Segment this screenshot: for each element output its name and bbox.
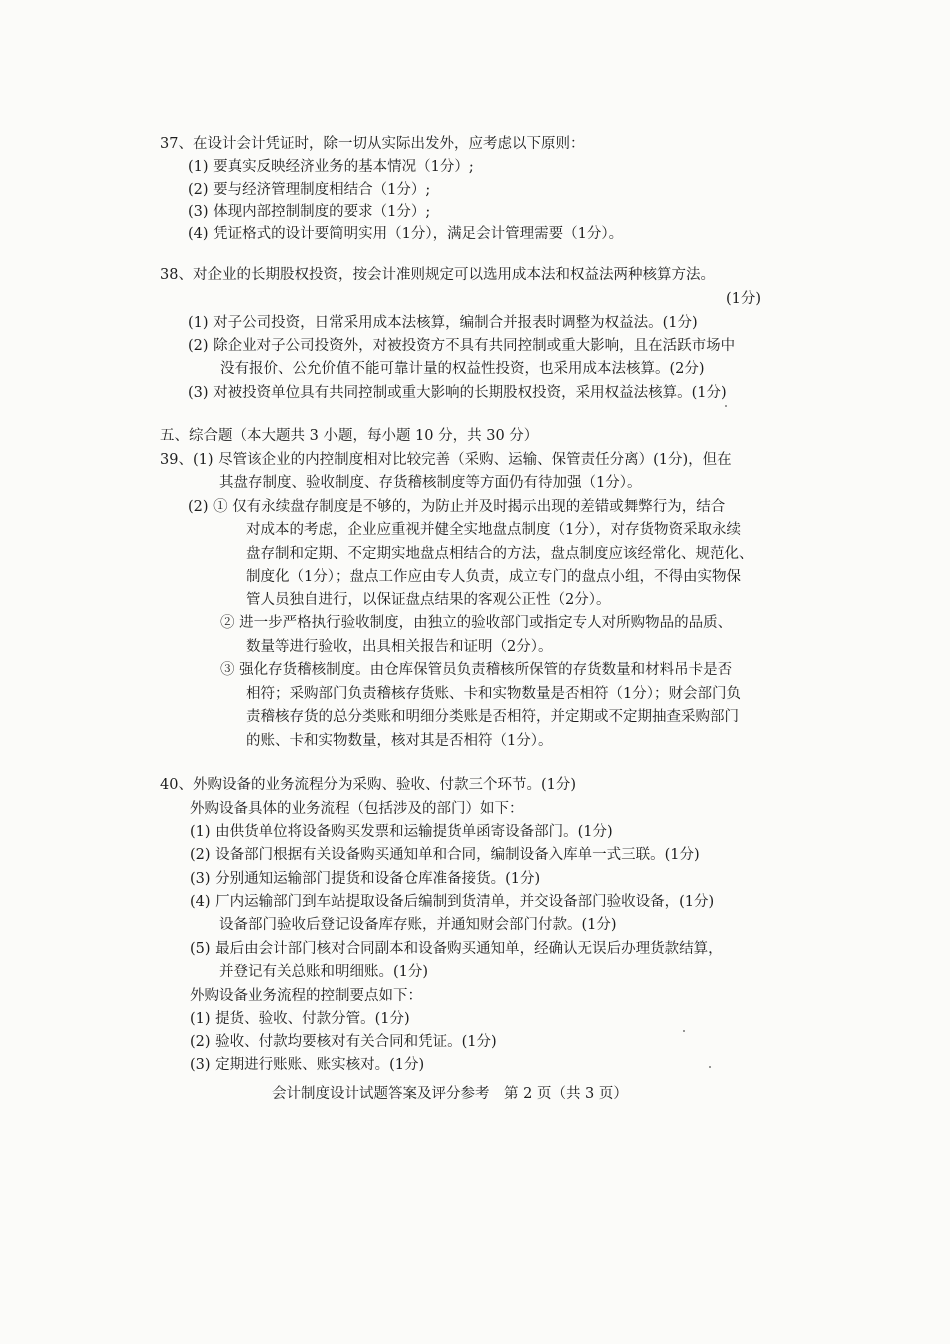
q38-item-2-cont: 没有报价、公允价值不能可靠计量的权益性投资，也采用成本法核算。(2分)	[220, 361, 705, 377]
scan-speck	[725, 405, 727, 407]
section-title: 五、综合题（本大题共 3 小题，每小题 10 分，共 30 分）	[160, 428, 539, 444]
q38-heading-score: (1分)	[726, 291, 762, 307]
q37-item-1: (1) 要真实反映经济业务的基本情况（1分）;	[188, 159, 474, 175]
q38-item-3: (3) 对被投资单位具有共同控制或重大影响的长期股权投资，采用权益法核算。(1分)	[188, 385, 727, 401]
q38-item-2: (2) 除企业对子公司投资外，对被投资方不具有共同控制或重大影响，且在活跃市场中	[188, 338, 736, 354]
q40-line: 设备部门验收后登记设备库存账，并通知财会部门付款。(1分)	[219, 917, 617, 933]
scan-speck	[709, 1066, 711, 1068]
q39-line: 盘存制和定期、不定期实地盘点相结合的方法，盘点制度应该经常化、规范化、	[246, 546, 754, 562]
q40-line: 外购设备具体的业务流程（包括涉及的部门）如下：	[190, 801, 524, 817]
q37-item-3: (3) 体现内部控制制度的要求（1分）;	[188, 204, 431, 220]
scan-speck	[683, 1030, 685, 1032]
q40-line: 40、外购设备的业务流程分为采购、验收、付款三个环节。(1分)	[160, 777, 576, 793]
q39-line: 管人员独自进行，以保证盘点结果的客观公正性（2分）。	[246, 592, 611, 608]
q39-line: ② 进一步严格执行验收制度，由独立的验收部门或指定专人对所购物品的品质、	[220, 615, 733, 631]
q37-heading: 37、在设计会计凭证时，除一切从实际出发外，应考虑以下原则：	[160, 136, 585, 152]
q39-line: 对成本的考虑，企业应重视并健全实地盘点制度（1分），对存货物资采取永续	[246, 522, 741, 538]
page-footer: 会计制度设计试题答案及评分参考 第 2 页（共 3 页）	[272, 1086, 628, 1102]
q39-line: 责稽核存货的总分类账和明细分类账是否相符，并定期或不定期抽查采购部门	[246, 709, 739, 725]
q38-heading: 38、对企业的长期股权投资，按会计准则规定可以选用成本法和权益法两种核算方法。	[160, 267, 715, 283]
q40-line: (2) 验收、付款均要核对有关合同和凭证。(1分)	[190, 1034, 497, 1050]
q39-line: 39、(1) 尽管该企业的内控制度相对比较完善（采购、运输、保管责任分离）(1分)，但在	[160, 452, 732, 468]
q40-line: (4) 厂内运输部门到车站提取设备后编制到货清单，并交设备部门验收设备，(1分)	[190, 894, 715, 910]
q40-line: (2) 设备部门根据有关设备购买通知单和合同，编制设备入库单一式三联。(1分)	[190, 847, 700, 863]
q39-line: (2) ① 仅有永续盘存制度是不够的，为防止并及时揭示出现的差错或舞弊行为，结合	[188, 499, 726, 515]
q39-line: 的账、卡和实物数量，核对其是否相符（1分）。	[246, 733, 553, 749]
q37-item-4: (4) 凭证格式的设计要简明实用（1分），满足会计管理需要（1分）。	[188, 226, 624, 242]
q40-line: (3) 定期进行账账、账实核对。(1分)	[190, 1057, 425, 1073]
q39-line: 数量等进行验收，出具相关报告和证明（2分）。	[246, 639, 553, 655]
q38-item-1: (1) 对子公司投资，日常采用成本法核算，编制合并报表时调整为权益法。(1分)	[188, 315, 698, 331]
q40-line: (3) 分别通知运输部门提货和设备仓库准备接货。(1分)	[190, 871, 541, 887]
q39-line: 其盘存制度、验收制度、存货稽核制度等方面仍有待加强（1分）。	[219, 475, 642, 491]
q39-line: 制度化（1分）；盘点工作应由专人负责，成立专门的盘点小组，不得由实物保	[246, 569, 741, 585]
q39-line: 相符；采购部门负责稽核存货账、卡和实物数量是否相符（1分）；财会部门负	[246, 686, 741, 702]
q39-line: ③ 强化存货稽核制度。由仓库保管员负责稽核所保管的存货数量和材料吊卡是否	[220, 662, 733, 678]
q40-line: (1) 由供货单位将设备购买发票和运输提货单函寄设备部门。(1分)	[190, 824, 613, 840]
q40-line: (5) 最后由会计部门核对合同副本和设备购买通知单，经确认无误后办理货款结算，	[190, 941, 723, 957]
q40-line: (1) 提货、验收、付款分管。(1分)	[190, 1011, 410, 1027]
q40-line: 外购设备业务流程的控制要点如下：	[190, 988, 422, 1004]
q37-item-2: (2) 要与经济管理制度相结合（1分）;	[188, 182, 431, 198]
q40-line: 并登记有关总账和明细账。(1分)	[219, 964, 429, 980]
